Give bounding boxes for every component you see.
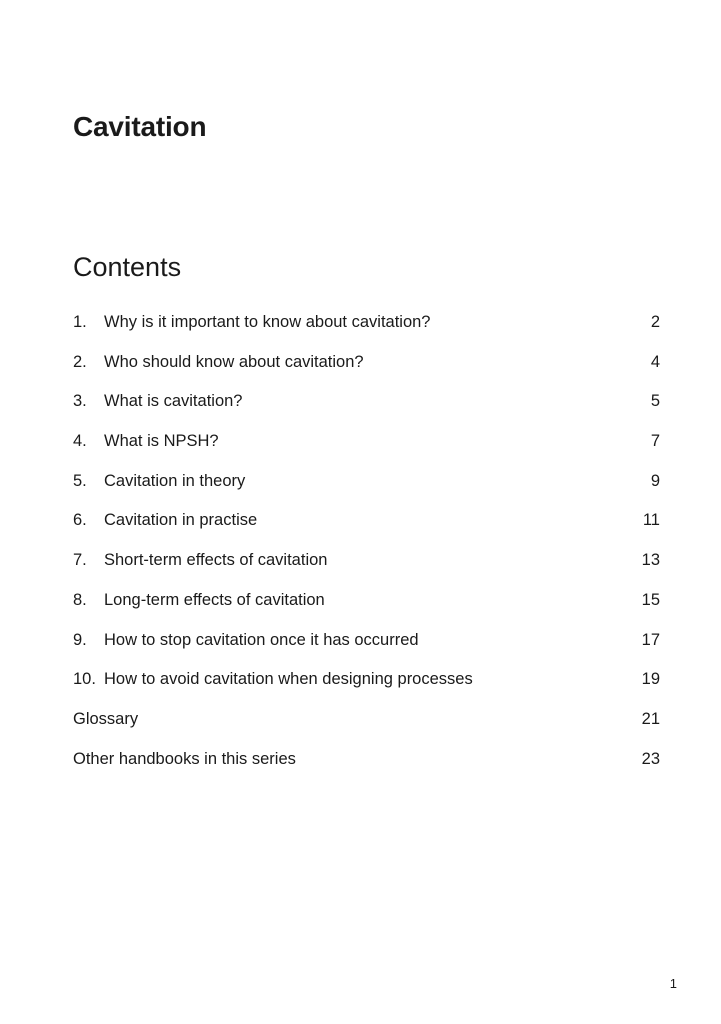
toc-entry-7[interactable] (73, 548, 660, 588)
toc-entry-label: Who should know about cavitation? (104, 352, 364, 371)
toc-entry-number: 8. (73, 590, 87, 609)
toc-entry-label: Cavitation in theory (104, 471, 246, 490)
toc-entry-4[interactable] (73, 429, 660, 469)
toc-entry-page: 21 (641, 709, 660, 728)
toc-entry-label: What is NPSH? (104, 432, 219, 451)
toc-entry-3[interactable] (73, 389, 660, 429)
toc-entry-number: 2. (73, 352, 87, 371)
toc-entry-page: 19 (641, 670, 660, 689)
toc-entry-number: 7. (73, 551, 87, 570)
toc-entry-page: 5 (650, 392, 660, 411)
page-number: 1 (669, 976, 677, 991)
toc-entry-page: 15 (641, 590, 660, 609)
toc-entry-label: Glossary (73, 709, 139, 728)
toc-entry-number: 10. (73, 670, 96, 689)
toc-entry-other-handbooks[interactable] (73, 747, 660, 787)
toc-entry-page: 23 (641, 749, 660, 768)
toc-entry-number: 1. (73, 313, 87, 331)
toc-entry-label: Other handbooks in this series (73, 749, 296, 768)
toc-entry-number: 3. (73, 392, 87, 411)
table-of-contents (73, 310, 660, 786)
toc-entry-glossary[interactable] (73, 707, 660, 747)
toc-entry-number: 6. (73, 511, 87, 530)
toc-entry-label: Cavitation in practise (104, 511, 258, 530)
toc-entry-page: 4 (650, 352, 660, 371)
toc-entry-9[interactable] (73, 628, 660, 668)
toc-entry-2[interactable] (73, 350, 660, 390)
toc-entry-page: 11 (642, 511, 660, 530)
contents-heading: Contents (73, 252, 182, 282)
toc-entry-page: 9 (650, 471, 660, 490)
toc-entry-label: Why is it important to know about cavitation? (104, 313, 431, 331)
toc-entry-page: 2 (650, 313, 660, 331)
toc-entry-6[interactable] (73, 508, 660, 548)
toc-entry-page: 17 (641, 630, 660, 649)
toc-entry-page: 13 (641, 551, 660, 570)
toc-entry-number: 5. (73, 471, 87, 490)
toc-entry-1[interactable] (73, 310, 660, 350)
toc-entry-label: How to stop cavitation once it has occurred (104, 630, 419, 649)
toc-entry-5[interactable] (73, 469, 660, 509)
toc-entry-number: 9. (73, 630, 87, 649)
toc-entry-10[interactable] (73, 667, 660, 707)
document-title: Cavitation (73, 111, 207, 142)
toc-entry-number: 4. (73, 432, 87, 451)
toc-entry-page: 7 (650, 432, 660, 451)
toc-entry-label: Short-term effects of cavitation (104, 551, 328, 570)
toc-entry-label: What is cavitation? (104, 392, 243, 411)
toc-entry-8[interactable] (73, 588, 660, 628)
toc-entry-label: How to avoid cavitation when designing processes (104, 670, 473, 689)
toc-entry-label: Long-term effects of cavitation (104, 590, 325, 609)
